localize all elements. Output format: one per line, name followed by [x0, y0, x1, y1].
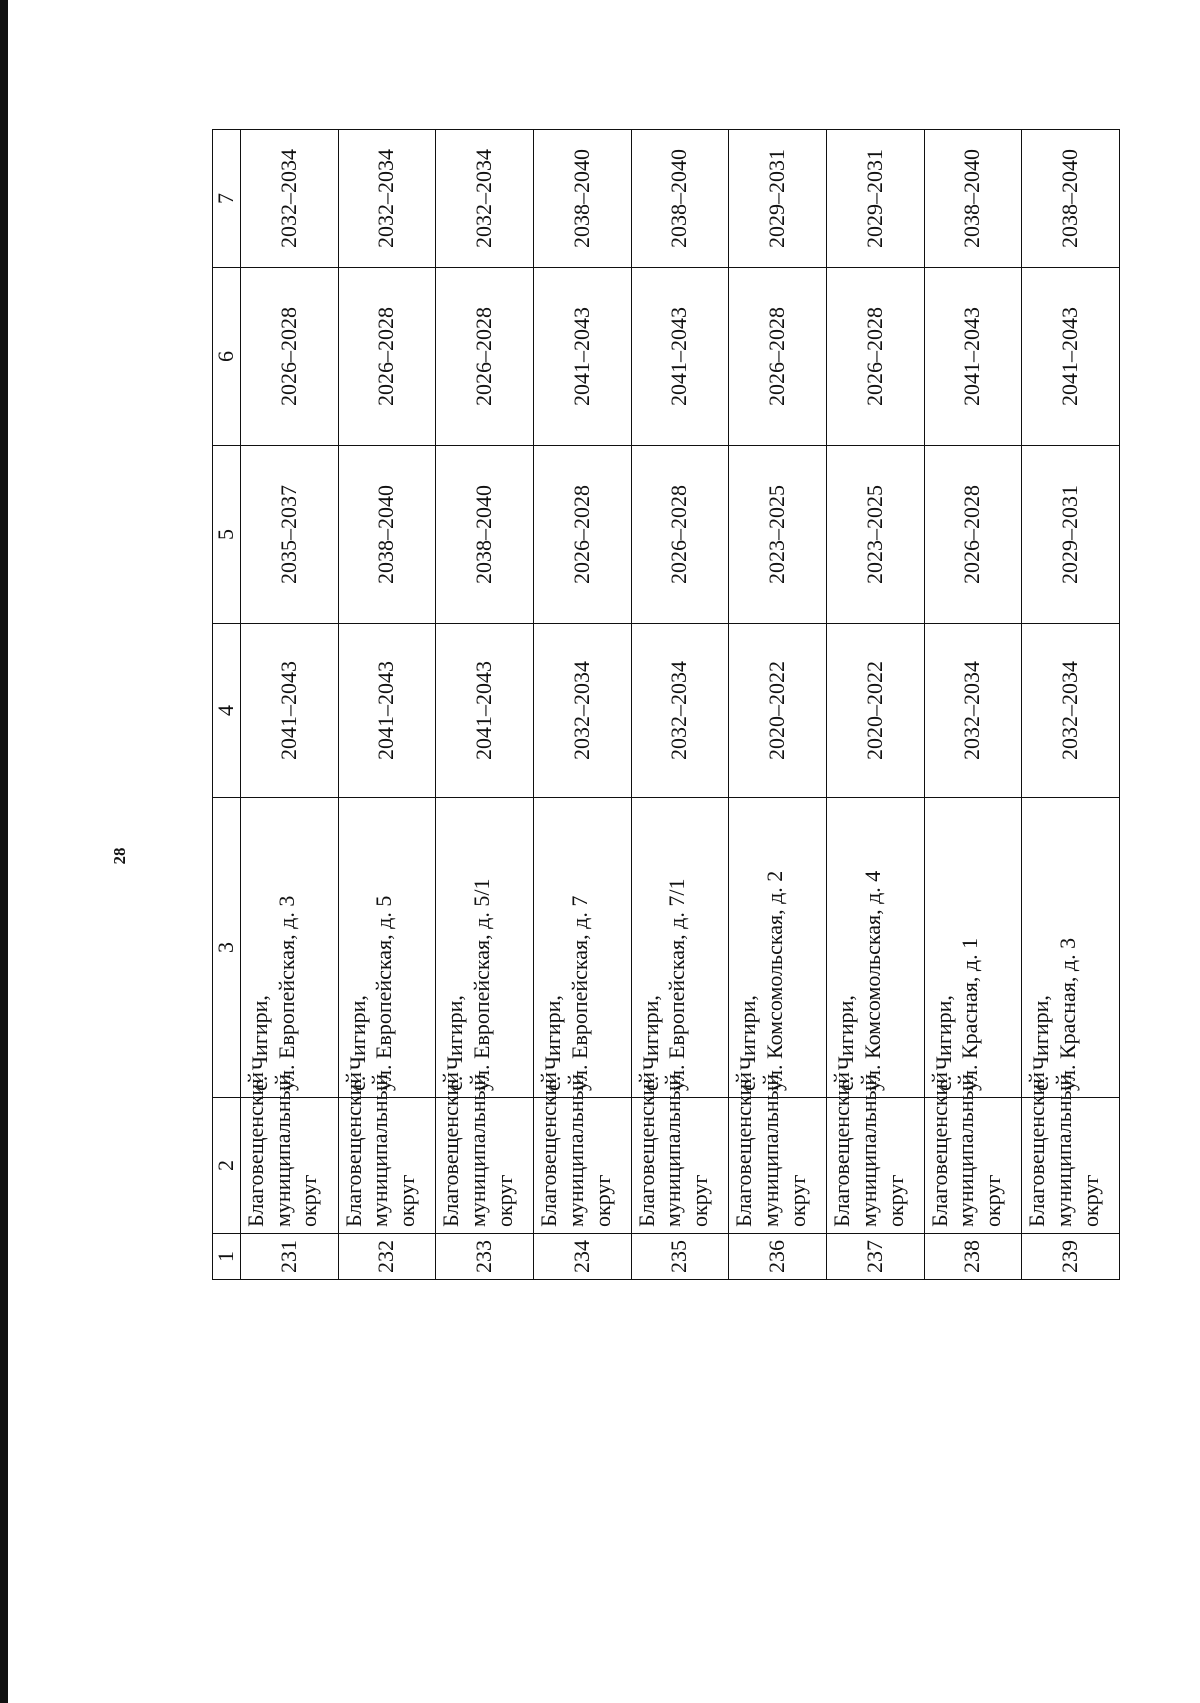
- district-cell: Благовещенский муниципальный округ: [533, 1098, 631, 1234]
- header-row: [213, 130, 241, 1280]
- row-number: 238: [924, 1234, 1022, 1280]
- table-row: [1022, 130, 1120, 1280]
- column-header: 4: [213, 624, 241, 798]
- period-cell: 2041–2043: [1022, 268, 1120, 446]
- table-row: [826, 130, 924, 1280]
- period-cell: 2032–2034: [924, 624, 1022, 798]
- column-header: 1: [213, 1234, 241, 1280]
- row-number: 234: [533, 1234, 631, 1280]
- address-cell: с. Чигири, ул. Комсомольская, д. 2: [729, 798, 827, 1098]
- period-cell: 2026–2028: [729, 268, 827, 446]
- scan-edge-bar: [0, 0, 8, 1703]
- period-cell: 2038–2040: [631, 130, 729, 268]
- address-cell: с. Чигири, ул. Европейская, д. 5: [338, 798, 436, 1098]
- row-number: 235: [631, 1234, 729, 1280]
- column-header: 7: [213, 130, 241, 268]
- table-row: [729, 130, 827, 1280]
- period-cell: 2026–2028: [240, 268, 338, 446]
- row-number: 237: [826, 1234, 924, 1280]
- district-cell: Благовещенский муниципальный округ: [631, 1098, 729, 1234]
- period-cell: 2038–2040: [924, 130, 1022, 268]
- period-cell: 2026–2028: [533, 446, 631, 624]
- column-header: 6: [213, 268, 241, 446]
- period-cell: 2041–2043: [240, 624, 338, 798]
- row-number: 232: [338, 1234, 436, 1280]
- period-cell: 2029–2031: [1022, 446, 1120, 624]
- district-cell: Благовещенский муниципальный округ: [924, 1098, 1022, 1234]
- address-cell: с. Чигири, ул. Европейская, д. 7: [533, 798, 631, 1098]
- rotated-table-container: [212, 130, 1120, 1280]
- table-row: [533, 130, 631, 1280]
- table-row: [924, 130, 1022, 1280]
- row-number: 231: [240, 1234, 338, 1280]
- column-header: 5: [213, 446, 241, 624]
- district-cell: Благовещенский муниципальный округ: [240, 1098, 338, 1234]
- period-cell: 2032–2034: [338, 130, 436, 268]
- address-cell: с. Чигири, ул. Комсомольская, д. 4: [826, 798, 924, 1098]
- period-cell: 2032–2034: [436, 130, 534, 268]
- page-number: 28: [110, 847, 129, 865]
- period-cell: 2041–2043: [631, 268, 729, 446]
- period-cell: 2041–2043: [533, 268, 631, 446]
- period-cell: 2032–2034: [631, 624, 729, 798]
- period-cell: 2032–2034: [1022, 624, 1120, 798]
- address-cell: с. Чигири, ул. Красная, д. 1: [924, 798, 1022, 1098]
- address-cell: с. Чигири, ул. Европейская, д. 7/1: [631, 798, 729, 1098]
- address-cell: с. Чигири, ул. Красная, д. 3: [1022, 798, 1120, 1098]
- table-row: [631, 130, 729, 1280]
- row-number: 233: [436, 1234, 534, 1280]
- period-cell: 2026–2028: [826, 268, 924, 446]
- row-number: 236: [729, 1234, 827, 1280]
- district-cell: Благовещенский муниципальный округ: [729, 1098, 827, 1234]
- period-cell: 2023–2025: [826, 446, 924, 624]
- period-cell: 2041–2043: [924, 268, 1022, 446]
- period-cell: 2041–2043: [338, 624, 436, 798]
- period-cell: 2026–2028: [436, 268, 534, 446]
- period-cell: 2026–2028: [924, 446, 1022, 624]
- period-cell: 2020–2022: [826, 624, 924, 798]
- column-header: 3: [213, 798, 241, 1098]
- address-cell: с. Чигири, ул. Европейская, д. 5/1: [436, 798, 534, 1098]
- period-cell: 2020–2022: [729, 624, 827, 798]
- district-cell: Благовещенский муниципальный округ: [826, 1098, 924, 1234]
- period-cell: 2038–2040: [338, 446, 436, 624]
- table-row: [240, 130, 338, 1280]
- period-cell: 2038–2040: [436, 446, 534, 624]
- period-cell: 2029–2031: [729, 130, 827, 268]
- table-row: [338, 130, 436, 1280]
- period-cell: 2026–2028: [338, 268, 436, 446]
- period-cell: 2032–2034: [240, 130, 338, 268]
- period-cell: 2026–2028: [631, 446, 729, 624]
- period-cell: 2023–2025: [729, 446, 827, 624]
- column-header: 2: [213, 1098, 241, 1234]
- period-cell: 2038–2040: [1022, 130, 1120, 268]
- table-row: [436, 130, 534, 1280]
- period-cell: 2032–2034: [533, 624, 631, 798]
- address-cell: с. Чигири, ул. Европейская, д. 3: [240, 798, 338, 1098]
- period-cell: 2041–2043: [436, 624, 534, 798]
- district-cell: Благовещенский муниципальный округ: [1022, 1098, 1120, 1234]
- period-cell: 2029–2031: [826, 130, 924, 268]
- schedule-table: [212, 129, 1120, 1280]
- district-cell: Благовещенский муниципальный округ: [338, 1098, 436, 1234]
- row-number: 239: [1022, 1234, 1120, 1280]
- period-cell: 2035–2037: [240, 446, 338, 624]
- district-cell: Благовещенский муниципальный округ: [436, 1098, 534, 1234]
- period-cell: 2038–2040: [533, 130, 631, 268]
